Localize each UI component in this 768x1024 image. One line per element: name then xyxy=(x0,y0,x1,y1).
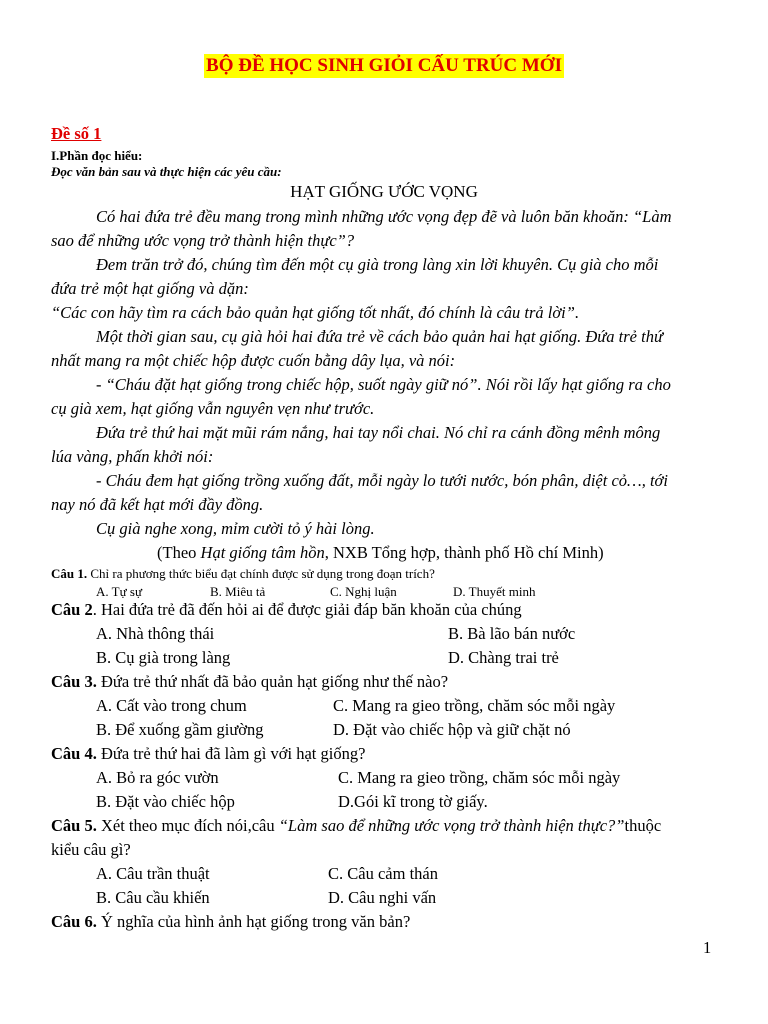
question-label: Câu 2 xyxy=(51,600,93,619)
answer-option: B. Để xuống gầm giường xyxy=(96,720,264,739)
story-line: “Các con hãy tìm ra cách bảo quản hạt giống tốt nhất, đó chính là câu trả lời”. xyxy=(51,303,580,322)
question-label: Câu 1. xyxy=(51,566,88,581)
answer-option: A. Nhà thông thái xyxy=(96,624,215,643)
story-line: nhất mang ra một chiếc hộp được cuốn bằng dây lụa, và nói: xyxy=(51,351,456,370)
question-2 xyxy=(51,599,522,621)
answer-option: A. Bỏ ra góc vườn xyxy=(96,768,219,787)
answer-option: D.Gói kĩ trong tờ giấy. xyxy=(338,792,488,811)
story-line: cụ già xem, hạt giống vẫn nguyên vẹn như trước. xyxy=(51,399,375,418)
answer-option: B. Miêu tả xyxy=(210,584,266,599)
question-label: Câu 3. xyxy=(51,672,97,691)
story-line: nay nó đã kết hạt mới đầy đồng. xyxy=(51,495,264,514)
answer-option: D. Chàng trai trẻ xyxy=(448,648,559,667)
page-number: 1 xyxy=(703,938,712,957)
question-text: Đứa trẻ thứ nhất đã bảo quản hạt giống như thế nào? xyxy=(96,672,449,691)
answer-option: D. Câu nghi vấn xyxy=(328,888,437,907)
document-title: BỘ ĐỀ HỌC SINH GIỎI CẤU TRÚC MỚI xyxy=(206,55,562,76)
section-heading: I.Phần đọc hiểu: xyxy=(51,148,143,163)
story-line: đứa trẻ một hạt giống và dặn: xyxy=(51,279,249,298)
question-6 xyxy=(51,911,410,933)
answer-option: A. Tự sự xyxy=(96,584,142,599)
story-line: lúa vàng, phấn khởi nói: xyxy=(51,447,214,466)
answer-option: C. Câu cảm thán xyxy=(328,864,438,883)
answer-option: B. Đặt vào chiếc hộp xyxy=(96,792,235,811)
story-line: Có hai đứa trẻ đều mang trong mình những ước vọng đẹp đẽ và luôn băn khoăn: “Làm xyxy=(96,207,672,226)
story-source xyxy=(157,542,604,564)
story-title: HẠT GIỐNG ƯỚC VỌNG xyxy=(290,182,478,201)
answer-option: B. Bà lão bán nước xyxy=(448,624,576,643)
answer-option: A. Cất vào trong chum xyxy=(96,696,247,715)
answer-option: D. Thuyết minh xyxy=(453,584,536,599)
answer-option: D. Đặt vào chiếc hộp và giữ chặt nó xyxy=(333,720,571,739)
question-text-continued: kiểu câu gì? xyxy=(51,840,131,859)
story-line: Một thời gian sau, cụ già hỏi hai đứa trẻ về cách bảo quản hai hạt giống. Đứa trẻ thứ xyxy=(96,327,663,346)
answer-option: B. Câu cầu khiến xyxy=(96,888,210,907)
answer-option: B. Cụ già trong làng xyxy=(96,648,231,667)
question-text: Ý nghĩa của hình ảnh hạt giống trong văn bản? xyxy=(96,912,411,931)
story-line: sao để những ước vọng trở thành hiện thực”? xyxy=(51,231,355,250)
story-line: Cụ già nghe xong, mỉm cười tỏ ý hài lòng. xyxy=(96,519,375,538)
question-text: Đứa trẻ thứ hai đã làm gì với hạt giống? xyxy=(96,744,366,763)
story-line: - Cháu đem hạt giống trồng xuống đất, mỗi ngày lo tưới nước, bón phân, diệt cỏ…, tới xyxy=(96,471,668,490)
question-3 xyxy=(51,671,448,693)
source-suffix: , NXB Tổng hợp, thành phố Hồ chí Minh) xyxy=(324,543,604,562)
section-instruction: Đọc văn bản sau và thực hiện các yêu cầu: xyxy=(51,164,282,179)
story-line: Đứa trẻ thứ hai mặt mũi rám nắng, hai tay nổi chai. Nó chỉ ra cánh đồng mênh mông xyxy=(96,423,661,442)
question-text: Chỉ ra phương thức biểu đạt chính được sử dụng trong đoạn trích? xyxy=(87,566,435,581)
question-text: Xét theo mục đích nói,câu xyxy=(96,816,279,835)
exam-label: Đề số 1 xyxy=(51,124,102,143)
answer-option: C. Mang ra gieo trồng, chăm sóc mỗi ngày xyxy=(338,768,621,787)
question-text: thuộc xyxy=(624,816,662,835)
story-line: - “Cháu đặt hạt giống trong chiếc hộp, suốt ngày giữ nó”. Nói rồi lấy hạt giống ra cho xyxy=(96,375,671,394)
question-label: Câu 6. xyxy=(51,912,97,931)
question-4 xyxy=(51,743,365,765)
source-prefix: (Theo xyxy=(157,543,201,562)
source-book: Hạt giống tâm hồn xyxy=(200,543,325,562)
story-line: Đem trăn trở đó, chúng tìm đến một cụ già trong làng xin lời khuyên. Cụ già cho mỗi xyxy=(96,255,659,274)
question-quote: “Làm sao để những ước vọng trở thành hiện thực?” xyxy=(278,816,625,835)
question-label: Câu 4. xyxy=(51,744,97,763)
title-block xyxy=(0,54,768,78)
answer-option: C. Mang ra gieo trồng, chăm sóc mỗi ngày xyxy=(333,696,616,715)
question-label: Câu 5. xyxy=(51,816,97,835)
question-5 xyxy=(51,815,661,837)
question-1 xyxy=(51,565,435,582)
answer-option: A. Câu trần thuật xyxy=(96,864,210,883)
question-text: . Hai đứa trẻ đã đến hỏi ai để được giải đáp băn khoăn của chúng xyxy=(92,600,522,619)
answer-option: C. Nghị luận xyxy=(330,584,397,599)
